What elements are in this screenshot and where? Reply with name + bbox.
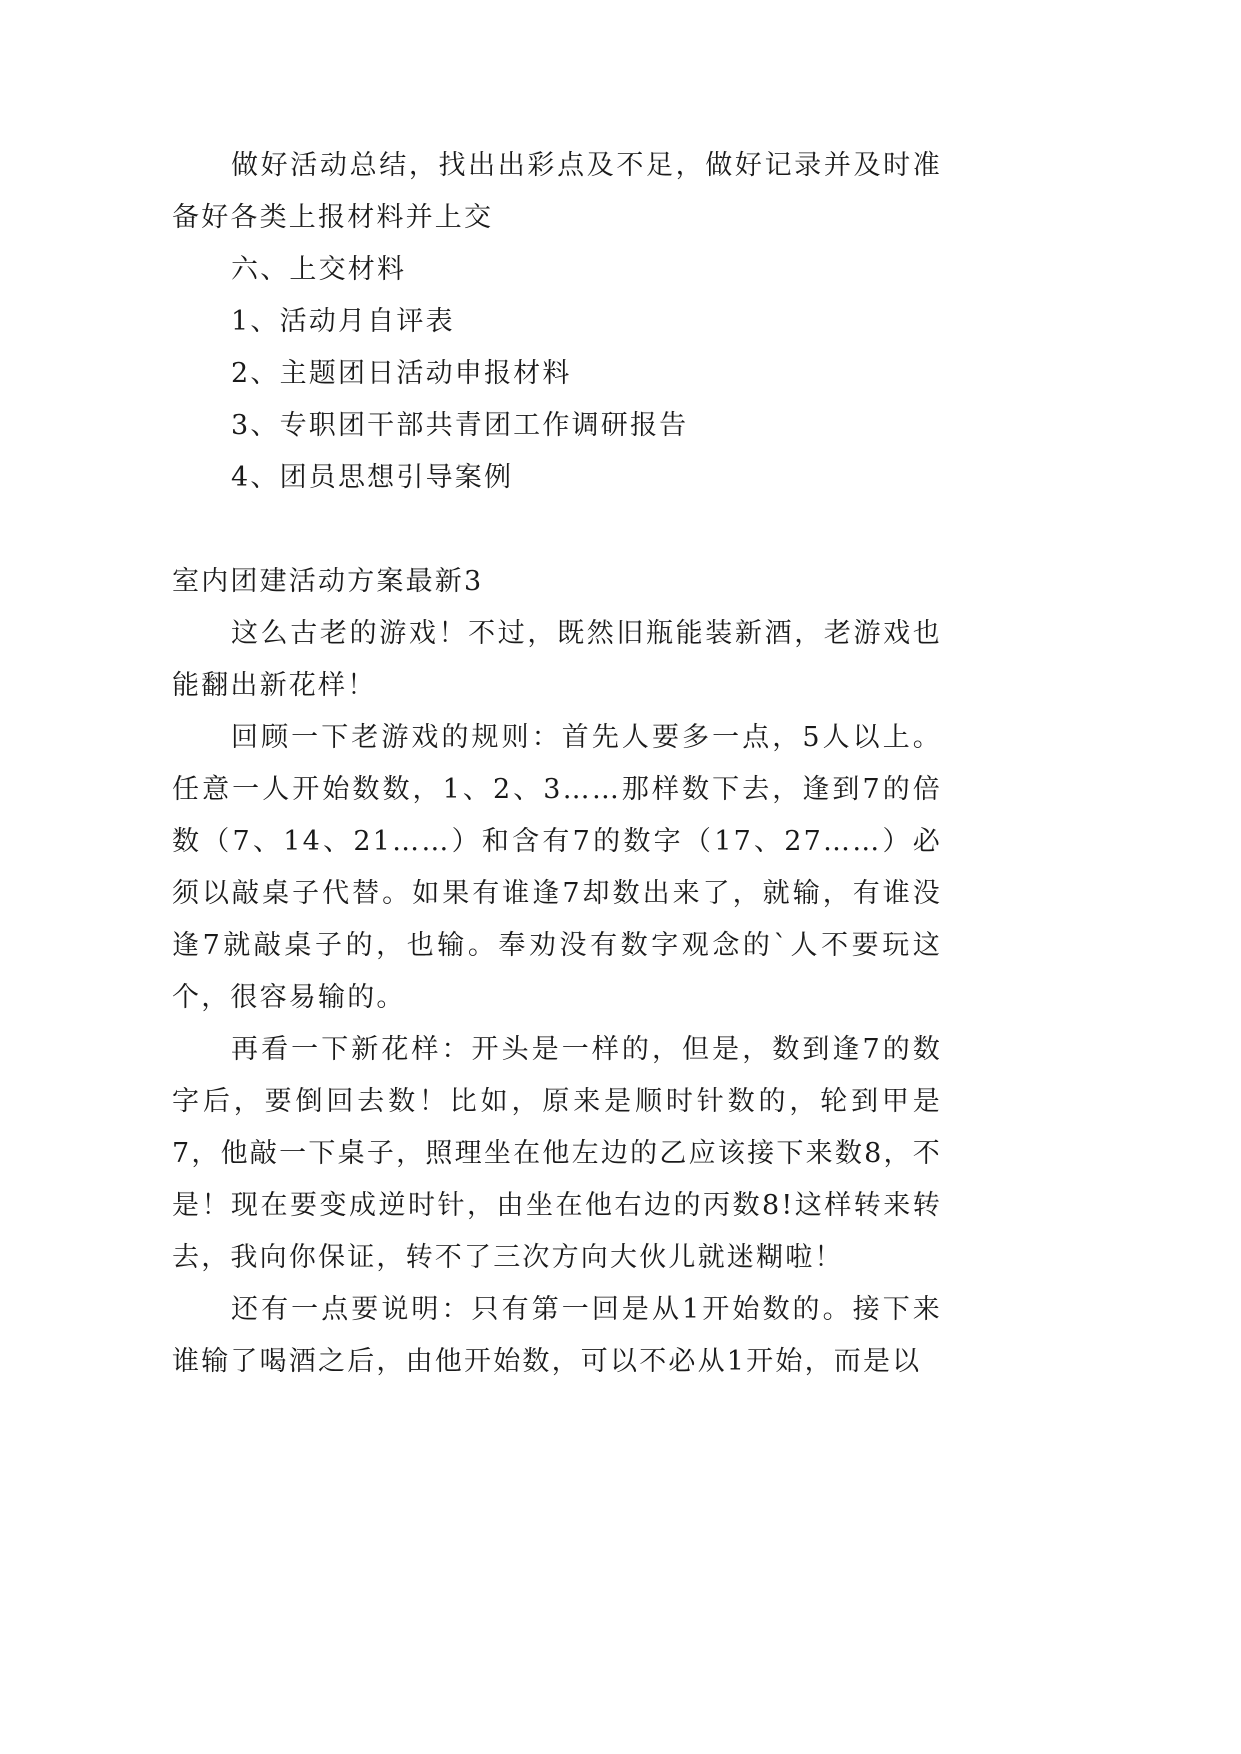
- list-item: 1、活动月自评表: [231, 306, 455, 337]
- document-title: 室内团建活动方案最新3: [172, 566, 484, 597]
- list-item: 4、团员思想引导案例: [231, 462, 514, 493]
- document-body: [172, 140, 942, 1388]
- paragraph-old-rules: 回顾一下老游戏的规则：首先人要多一点，5人以上。任意一人开始数数，1、2、3……那样数下去，逢到7的倍数（7、14、21……）和含有7的数字（17、27……）必须以敲桌子代替。如果有谁逢7却数出来了，就输，有谁没逢7就敲桌子的，也输。奉劝没有数字观念的`人不要玩这个，很容易输的。: [172, 722, 942, 1013]
- paragraph-summary: 做好活动总结，找出出彩点及不足，做好记录并及时准备好各类上报材料并上交: [172, 150, 942, 233]
- paragraph-note: 还有一点要说明：只有第一回是从1开始数的。接下来谁输了喝酒之后，由他开始数，可以不必从1开始，而是以: [172, 1294, 942, 1377]
- paragraph-new-variant: 再看一下新花样：开头是一样的，但是，数到逢7的数字后，要倒回去数！比如，原来是顺时针数的，轮到甲是7，他敲一下桌子，照理坐在他左边的乙应该接下来数8，不是！现在要变成逆时针，由坐在他右边的丙数8!这样转来转去，我向你保证，转不了三次方向大伙儿就迷糊啦！: [172, 1034, 942, 1273]
- list-item: 2、主题团日活动申报材料: [231, 358, 572, 389]
- section-heading-submit-materials: 六、上交材料: [231, 254, 407, 285]
- list-item: 3、专职团干部共青团工作调研报告: [231, 410, 689, 441]
- paragraph-intro: 这么古老的游戏！不过，既然旧瓶能装新酒，老游戏也能翻出新花样！: [172, 618, 942, 701]
